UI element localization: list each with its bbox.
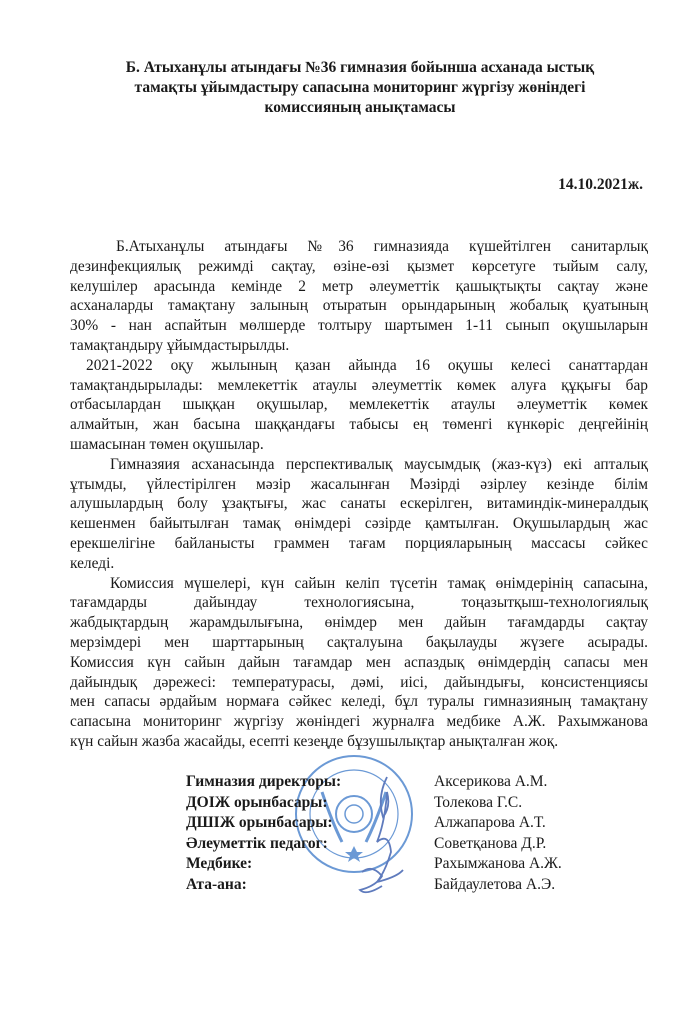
signatory-role: Ата-ана:	[186, 875, 247, 893]
paragraph-line: тағамдарды дайындау технологиясына, тоңазытқыш-технологиялық	[70, 594, 648, 612]
paragraph-line: кешенмен байытылған тамақ өнімдері сәзірде қамтылған. Оқушылардың жас	[70, 515, 648, 533]
paragraph-line: Б.Атыханұлы атындағы №36 гимназияда күшейтілген санитарлық	[116, 238, 648, 255]
signatory-name: Алжапарова А.Т.	[434, 814, 546, 831]
signatory-role: Әлеуметтік педагог:	[186, 834, 328, 852]
signatory-name: Советқанова Д.Р.	[434, 834, 547, 852]
paragraph-line: 30% - нан аспайтын мөлшерде толтыру шартымен 1-11 сынып оқушыларын	[70, 317, 648, 335]
signatory-row	[186, 793, 562, 814]
signatory-role: ДШІЖ орынбасары:	[186, 814, 333, 831]
paragraph-line: дезинфекциялық режимді сақтау, өзіне-өзі қызмет көрсетуге тыйым салу,	[70, 257, 648, 275]
paragraph-line: асханаларды тамақтану залының отыратын орындарының жобалық қуатының	[70, 297, 648, 315]
signatory-name: Байдаулетова А.Э.	[434, 875, 556, 893]
paragraph-line: келушілер арасында кемінде 2 метр әлеуметтік қашықтықты сақтау және	[70, 277, 648, 295]
paragraph-line: Комиссия күн сайын дайын тағамдар мен аспаздық өнімдердің сапасы мен	[70, 653, 648, 671]
paragraph-line: шамасынан төмен оқушылар.	[70, 435, 264, 453]
paragraph-line: жабдықтардың жарамдылығына, өнімдер мен дайын тағамдарды сақтау	[70, 614, 648, 632]
document-date: 14.10.2021ж.	[558, 176, 643, 193]
paragraph-line: күн сайын жазба жасайды, есепті кезеңде бұзушылықтар анықталған жоқ.	[70, 732, 559, 750]
paragraph-line: отбасылардан шыққан оқушылар, мемлекеттік атаулы әлеуметтік көмек	[70, 396, 648, 414]
paragraph-line: мерзімдері мен шарттарының сақталуына бақылауды жүзеге асырады.	[70, 633, 648, 651]
signatory-row	[186, 834, 562, 855]
signatory-role: ДОІЖ орынбасары:	[186, 793, 328, 811]
signatory-name: Толекова Г.С.	[434, 793, 523, 811]
paragraph-line: сапасына мониторинг жүргізу жөніндегі журналға медбике А.Ж. Рахымжанова	[70, 713, 648, 731]
signatory-row	[186, 854, 562, 875]
document-body	[70, 237, 648, 752]
paragraph	[70, 356, 648, 455]
paragraph-line: алмайтын, жан басына шаққандағы табысы ең төменгі күнкөріс деңгейінің	[70, 416, 648, 434]
signatory-row	[186, 875, 562, 896]
paragraph-line: келеді.	[70, 554, 115, 572]
signatory-row	[186, 772, 562, 793]
paragraph-line: тамақтандыру ұйымдастырылды.	[70, 336, 290, 354]
signatory-role: Медбике:	[186, 855, 253, 872]
paragraph-line: алушылардың болу ұзақтығы, жас санаты ескерілген, витаминдік-минералдық	[70, 495, 648, 513]
paragraph-line: тамақтандырылады: мемлекеттік атаулы әлеуметтік көмек алуға құқығы бар	[70, 376, 648, 394]
paragraph-line: Гимназяия асханасында перспективалық маусымдық (жаз-күз) екі апталық	[110, 455, 648, 473]
paragraph-line: ұтымды, үйлестірілген мәзір жасалынған Мәзірді әзірлеу кезінде білім	[70, 475, 648, 493]
signatory-name: Аксерикова А.М.	[434, 773, 548, 790]
paragraph	[70, 237, 648, 356]
paragraph	[70, 574, 648, 752]
paragraph-line: ерекшелігіне байланысты граммен тағам порцияларының массасы сәйкес	[70, 534, 648, 552]
signatory-role: Гимназия директоры:	[186, 773, 342, 790]
document-title	[60, 58, 660, 118]
paragraph-line: дайындық дәрежесі: температурасы, дәмі, иісі, дайындығы, консистенциясы	[70, 673, 648, 691]
signatory-row	[186, 813, 562, 834]
signatures-block	[186, 772, 562, 895]
paragraph	[70, 455, 648, 574]
paragraph-line: Комиссия мүшелері, күн сайын келіп түсетін тамақ өнімдерінің сапасына,	[110, 574, 648, 592]
title-line: Б. Атыханұлы атындағы №36 гимназия бойынша асханада ыстық	[125, 59, 595, 76]
title-line: тамақты ұйымдастыру сапасына мониторинг жүргізу жөніндегі	[134, 79, 586, 96]
title-line: комиссияның анықтамасы	[264, 99, 456, 116]
paragraph-line: мен сапасы әрдайым нормаға сәйкес келеді, бұл туралы гимназияның тамақтану	[70, 693, 648, 711]
paragraph-line: 2021-2022 оқу жылының қазан айында 16 оқушы келесі санаттардан	[86, 356, 648, 374]
signatory-name: Рахымжанова А.Ж.	[434, 855, 562, 872]
